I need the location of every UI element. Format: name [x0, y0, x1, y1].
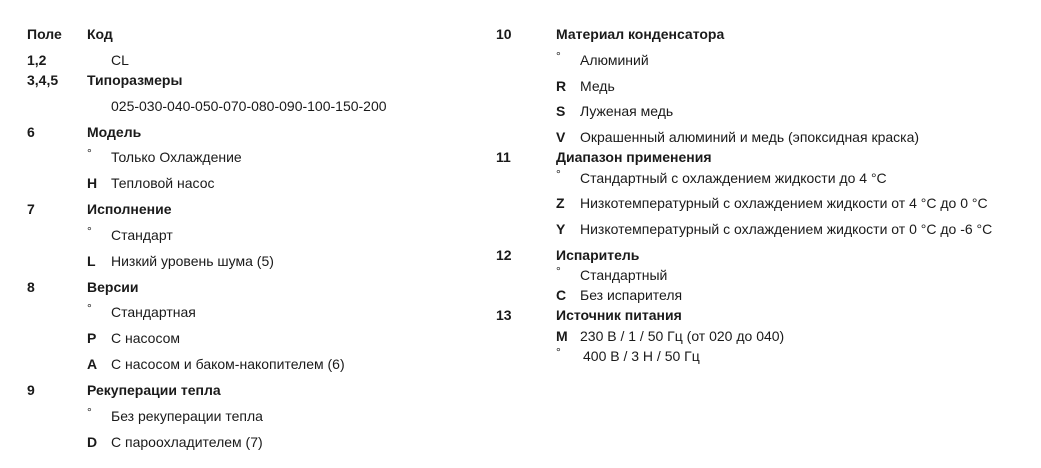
field-number: 7	[27, 201, 35, 217]
option-value: Только Охлаждение	[111, 149, 242, 165]
option-code: Y	[556, 221, 566, 237]
option-code: V	[556, 129, 566, 145]
header-code: Код	[87, 26, 113, 42]
option-value: Окрашенный алюминий и медь (эпоксидная краска)	[580, 129, 920, 145]
field-number: 9	[27, 382, 35, 398]
option-value: 025-030-040-050-070-080-090-100-150-200	[111, 98, 387, 114]
option-code: P	[87, 330, 97, 346]
option-code: S	[556, 103, 566, 119]
code-value: CL	[111, 52, 129, 68]
option-code: R	[556, 78, 567, 94]
field-number: 13	[496, 307, 512, 323]
section-title: Источник питания	[556, 307, 682, 323]
option-value: 400 В / 3 Н / 50 Гц	[583, 348, 700, 364]
option-code: Z	[556, 195, 565, 211]
option-code: H	[87, 175, 98, 191]
option-value: Без испарителя	[580, 287, 683, 303]
option-code: D	[87, 434, 98, 450]
section-title: Испаритель	[556, 247, 640, 263]
option-value: Луженая медь	[580, 103, 674, 119]
option-value: С насосом и баком-накопителем (6)	[111, 356, 345, 372]
section-title: Диапазон применения	[556, 149, 712, 165]
header-field: Поле	[27, 26, 62, 42]
option-value: 230 В / 1 / 50 Гц (от 020 до 040)	[580, 328, 785, 344]
option-value: Низкотемпературный с охлаждением жидкости от 4 °C до 0 °C	[580, 195, 988, 211]
option-value: Низкотемпературный с охлаждением жидкости от 0 °C до -6 °C	[580, 221, 993, 237]
option-value: С пароохладителем (7)	[111, 434, 263, 450]
section-title: Модель	[87, 124, 142, 140]
field-number: 10	[496, 26, 512, 42]
option-value: Тепловой насос	[111, 175, 215, 191]
field-number: 6	[27, 124, 35, 140]
field-number: 12	[496, 247, 512, 263]
option-value: С насосом	[111, 330, 181, 346]
option-value: Стандарт	[111, 227, 173, 243]
section-title: Исполнение	[87, 201, 172, 217]
field-number: 11	[496, 149, 511, 165]
option-value: Алюминий	[580, 52, 649, 68]
option-value: Стандартная	[111, 304, 196, 320]
option-value: Стандартный	[580, 267, 668, 283]
option-value: Стандартный с охлаждением жидкости до 4 °C	[580, 170, 887, 186]
section-title: Типоразмеры	[87, 72, 183, 88]
option-value: Низкий уровень шума (5)	[111, 253, 274, 269]
field-number: 8	[27, 279, 35, 295]
section-title: Версии	[87, 279, 139, 295]
option-code: C	[556, 287, 567, 303]
section-title: Рекуперации тепла	[87, 382, 221, 398]
field-number: 1,2	[27, 52, 47, 68]
field-number: 3,4,5	[27, 72, 59, 88]
option-code: A	[87, 356, 98, 372]
option-value: Без рекуперации тепла	[111, 408, 263, 424]
section-title: Материал конденсатора	[556, 26, 725, 42]
option-value: Медь	[580, 78, 615, 94]
option-code: M	[556, 328, 568, 344]
option-code: L	[87, 253, 96, 269]
